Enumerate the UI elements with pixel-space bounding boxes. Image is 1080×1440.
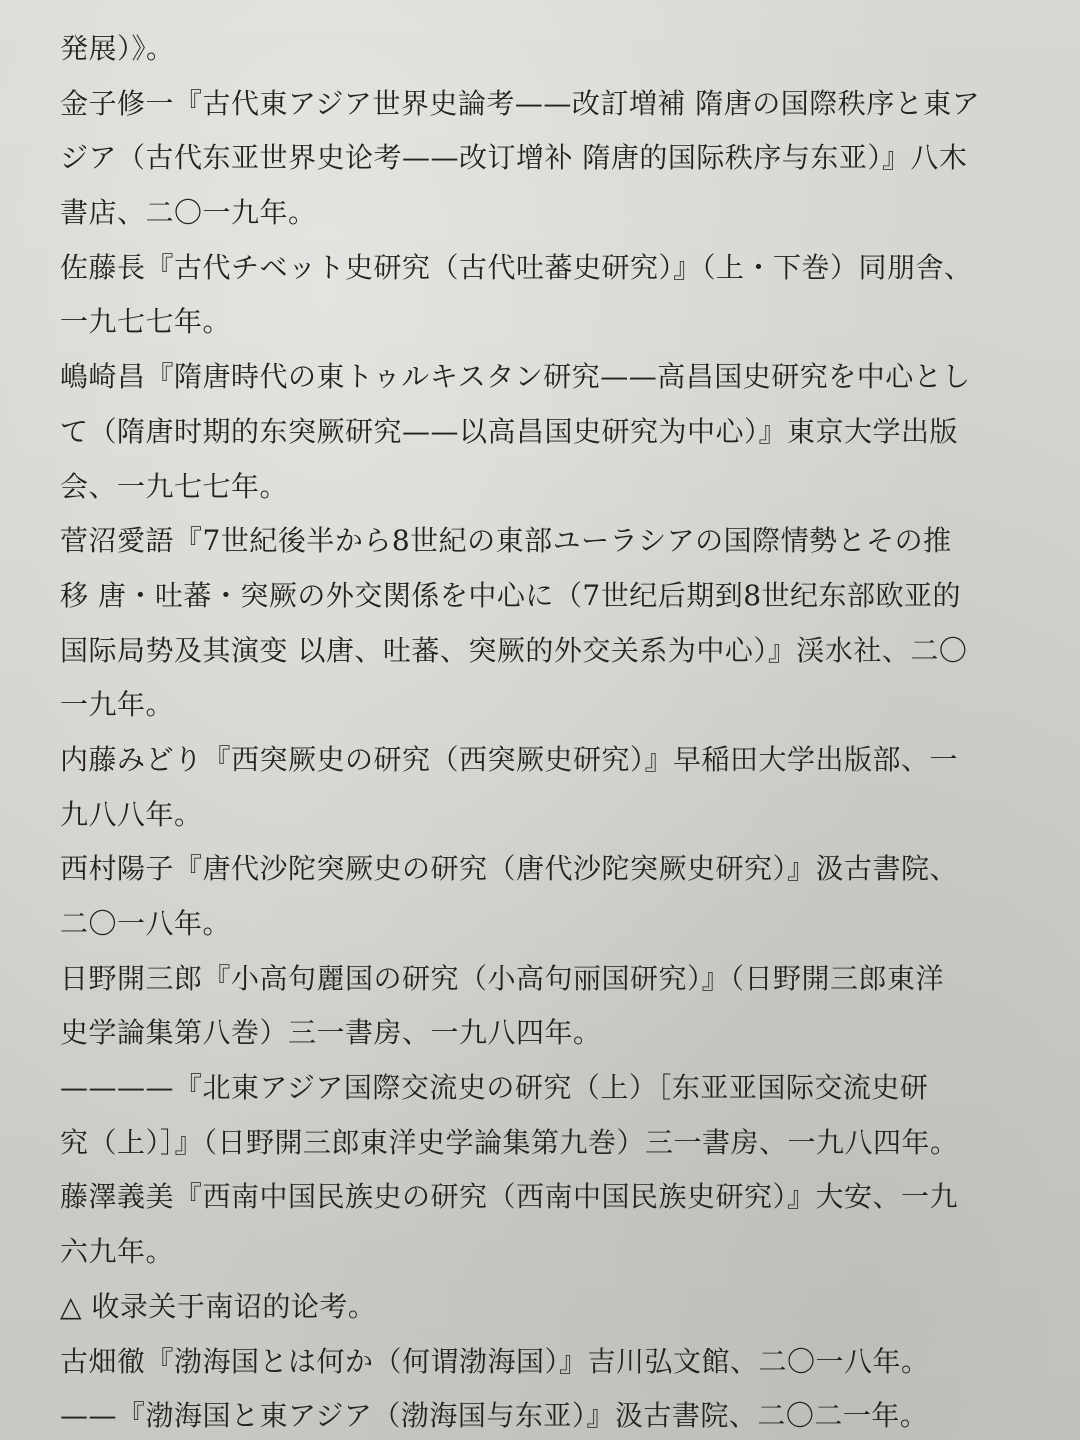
text-line: 発展）》。 <box>60 32 175 65</box>
text-line: 史学論集第八巻）三一書房、一九八四年。 <box>60 1016 602 1050</box>
text-line: 佐藤長『古代チベット史研究（古代吐蕃史研究）』（上・下巻）同朋舎、 <box>60 250 973 284</box>
text-line: ————『北東アジア国際交流史の研究（上）［东亚亚国际交流史研 <box>60 1071 929 1105</box>
text-line: 六九年。 <box>60 1235 175 1269</box>
text-line: 移 唐・吐蕃・突厥の外交関係を中心に（7世纪后期到8世纪东部欧亚的 <box>60 578 962 612</box>
text-line: 西村陽子『唐代沙陀突厥史の研究（唐代沙陀突厥史研究）』汲古書院、 <box>60 852 959 886</box>
text-line: 金子修一『古代東アジア世界史論考——改訂増補 隋唐の国際秩序と東ア <box>60 86 981 120</box>
text-line: 国际局势及其演变 以唐、吐蕃、突厥的外交关系为中心）』渓水社、二〇 <box>60 633 968 667</box>
text-line: 書店、二〇一九年。 <box>60 196 317 230</box>
text-line: 菅沼愛語『7世紀後半から8世紀の東部ユーラシアの国際情勢とその推 <box>60 524 952 558</box>
text-line: 九八八年。 <box>60 797 203 831</box>
text-line: 嶋崎昌『隋唐時代の東トゥルキスタン研究——高昌国史研究を中心とし <box>60 360 971 394</box>
bibliography-text <box>60 22 1045 1440</box>
text-line: ジア（古代东亚世界史论考——改订增补 隋唐的国际秩序与东亚）』八木 <box>60 141 968 175</box>
text-line: 究（上）］』（日野開三郎東洋史学論集第九巻）三一書房、一九八四年。 <box>60 1125 959 1159</box>
text-line: 日野開三郎『小高句麗国の研究（小高句丽国研究）』（日野開三郎東洋 <box>60 961 945 995</box>
text-line: て（隋唐时期的东突厥研究——以高昌国史研究为中心）』東京大学出版 <box>60 414 959 448</box>
text-line: 会、一九七七年。 <box>60 469 289 503</box>
text-line: 一九七七年。 <box>60 305 232 339</box>
text-line: ——『渤海国と東アジア（渤海国与东亚）』汲古書院、二〇二一年。 <box>60 1399 929 1433</box>
text-line: 藤澤義美『西南中国民族史の研究（西南中国民族史研究）』大安、一九 <box>60 1180 959 1214</box>
text-line: 二〇一八年。 <box>60 907 232 940</box>
text-line: 古畑徹『渤海国とは何か（何谓渤海国）』吉川弘文館、二〇一八年。 <box>60 1344 930 1378</box>
text-line: 一九年。 <box>60 688 175 722</box>
text-line: △ 收录关于南诏的论考。 <box>60 1289 377 1323</box>
text-line: 内藤みどり『西突厥史の研究（西突厥史研究）』早稲田大学出版部、一 <box>60 742 959 776</box>
